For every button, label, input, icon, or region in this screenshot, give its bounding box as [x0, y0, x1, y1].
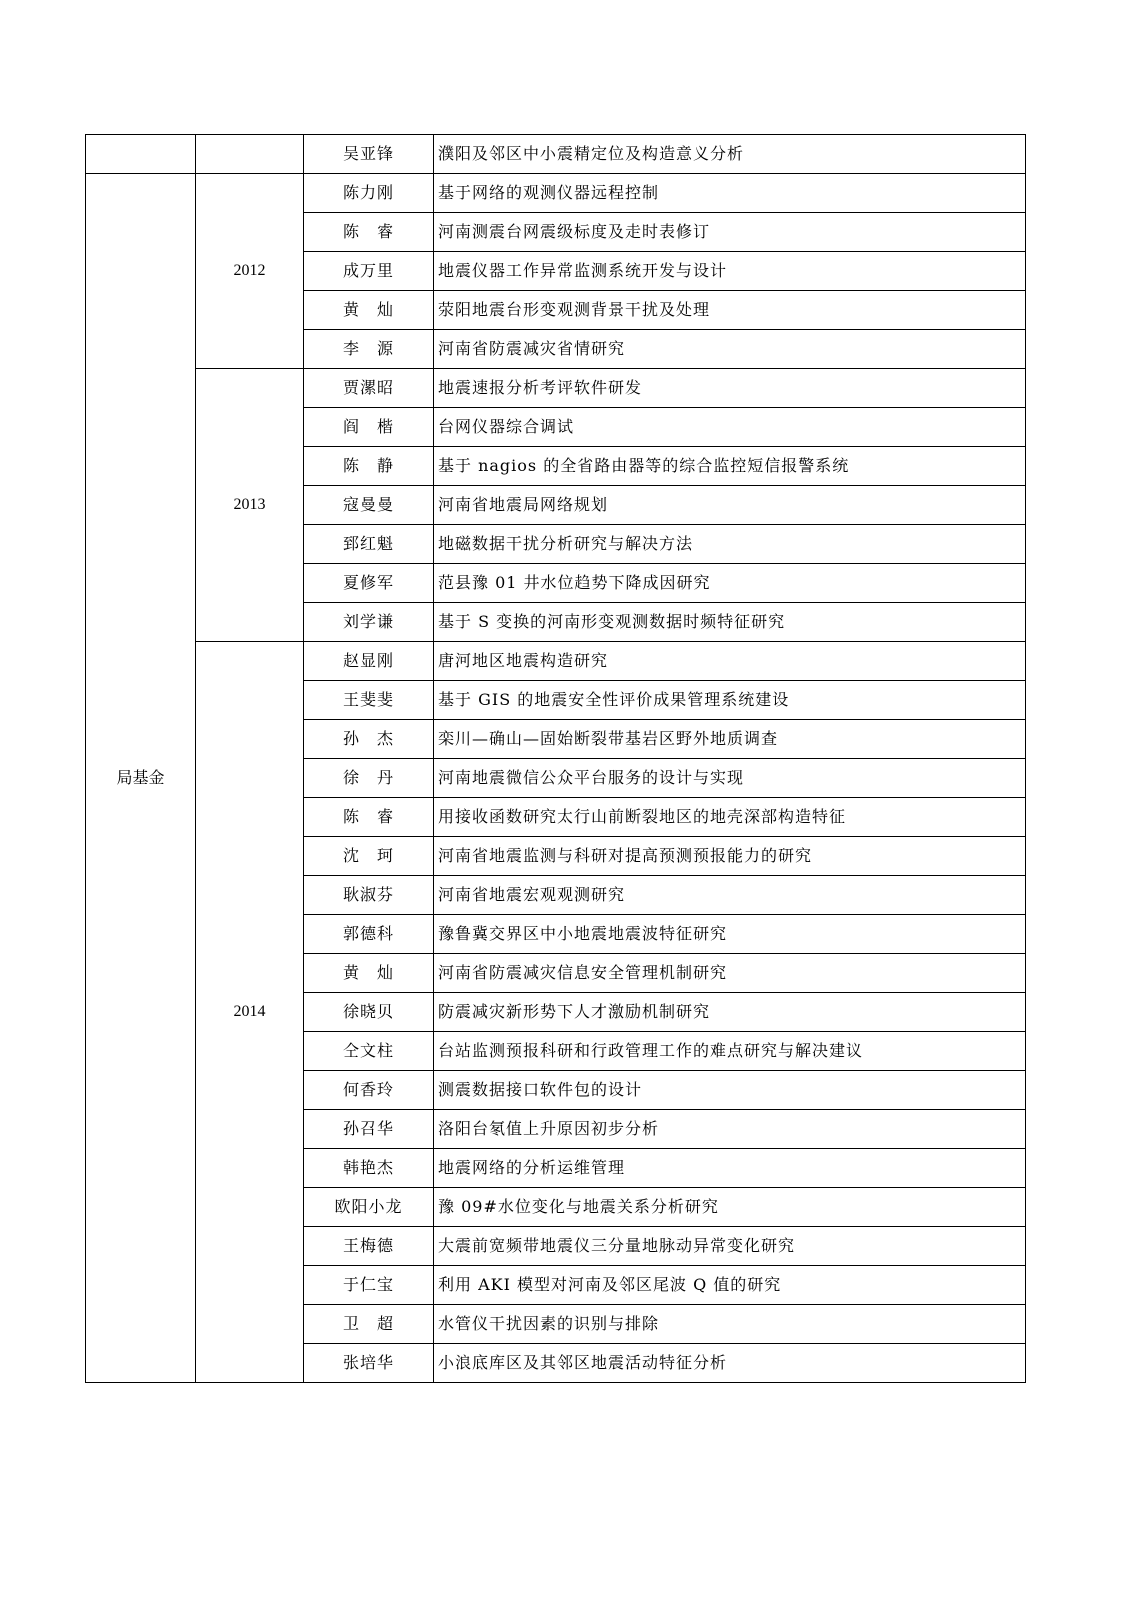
- person-name: 郅红魁: [304, 525, 434, 564]
- table-row: [86, 369, 1026, 408]
- table-row: [86, 174, 1026, 213]
- person-name: 寇曼曼: [304, 486, 434, 525]
- project-title: 利用 AKI 模型对河南及邻区尾波 Q 值的研究: [434, 1266, 1026, 1305]
- person-name: 陈力刚: [304, 174, 434, 213]
- project-title: 栾川—确山—固始断裂带基岩区野外地质调查: [434, 720, 1026, 759]
- person-name: 张培华: [304, 1344, 434, 1383]
- project-title: 范县豫 01 井水位趋势下降成因研究: [434, 564, 1026, 603]
- table-row: [86, 135, 1026, 174]
- person-name: 李 源: [304, 330, 434, 369]
- person-name: 阎 楷: [304, 408, 434, 447]
- person-name: 王梅德: [304, 1227, 434, 1266]
- project-title: 河南省地震局网络规划: [434, 486, 1026, 525]
- person-name: 于仁宝: [304, 1266, 434, 1305]
- person-name: 赵显刚: [304, 642, 434, 681]
- project-title: 河南省地震监测与科研对提高预测预报能力的研究: [434, 837, 1026, 876]
- category-cell: 局基金: [86, 174, 196, 1383]
- project-title: 豫 09#水位变化与地震关系分析研究: [434, 1188, 1026, 1227]
- project-title: 防震减灾新形势下人才激励机制研究: [434, 993, 1026, 1032]
- person-name: 徐 丹: [304, 759, 434, 798]
- person-name: 仝文柱: [304, 1032, 434, 1071]
- year-cell: 2014: [196, 642, 304, 1383]
- person-name: 沈 珂: [304, 837, 434, 876]
- project-title: 豫鲁冀交界区中小地震地震波特征研究: [434, 915, 1026, 954]
- project-title: 濮阳及邻区中小震精定位及构造意义分析: [434, 135, 1026, 174]
- year-cell-empty: [196, 135, 304, 174]
- project-title: 唐河地区地震构造研究: [434, 642, 1026, 681]
- project-title: 地震网络的分析运维管理: [434, 1149, 1026, 1188]
- project-title: 基于 GIS 的地震安全性评价成果管理系统建设: [434, 681, 1026, 720]
- project-title: 地磁数据干扰分析研究与解决方法: [434, 525, 1026, 564]
- person-name: 何香玲: [304, 1071, 434, 1110]
- project-title: 台网仪器综合调试: [434, 408, 1026, 447]
- person-name: 徐晓贝: [304, 993, 434, 1032]
- category-cell-empty: [86, 135, 196, 174]
- project-title: 河南测震台网震级标度及走时表修订: [434, 213, 1026, 252]
- person-name: 韩艳杰: [304, 1149, 434, 1188]
- project-title: 基于 nagios 的全省路由器等的综合监控短信报警系统: [434, 447, 1026, 486]
- person-name: 陈 静: [304, 447, 434, 486]
- person-name: 刘学谦: [304, 603, 434, 642]
- project-title: 台站监测预报科研和行政管理工作的难点研究与解决建议: [434, 1032, 1026, 1071]
- person-name: 耿淑芬: [304, 876, 434, 915]
- person-name: 黄 灿: [304, 954, 434, 993]
- person-name: 郭德科: [304, 915, 434, 954]
- person-name: 吴亚锋: [304, 135, 434, 174]
- person-name: 陈 睿: [304, 798, 434, 837]
- project-title: 基于网络的观测仪器远程控制: [434, 174, 1026, 213]
- person-name: 卫 超: [304, 1305, 434, 1344]
- table-row: [86, 642, 1026, 681]
- project-title: 荥阳地震台形变观测背景干扰及处理: [434, 291, 1026, 330]
- project-title: 用接收函数研究太行山前断裂地区的地壳深部构造特征: [434, 798, 1026, 837]
- person-name: 黄 灿: [304, 291, 434, 330]
- project-title: 河南省防震减灾省情研究: [434, 330, 1026, 369]
- person-name: 欧阳小龙: [304, 1188, 434, 1227]
- project-table: [85, 134, 1026, 1383]
- project-title: 大震前宽频带地震仪三分量地脉动异常变化研究: [434, 1227, 1026, 1266]
- project-title: 河南省防震减灾信息安全管理机制研究: [434, 954, 1026, 993]
- project-title: 水管仪干扰因素的识别与排除: [434, 1305, 1026, 1344]
- person-name: 夏修军: [304, 564, 434, 603]
- project-title: 河南省地震宏观观测研究: [434, 876, 1026, 915]
- person-name: 王斐斐: [304, 681, 434, 720]
- person-name: 孙 杰: [304, 720, 434, 759]
- project-title: 河南地震微信公众平台服务的设计与实现: [434, 759, 1026, 798]
- person-name: 成万里: [304, 252, 434, 291]
- project-title: 基于 S 变换的河南形变观测数据时频特征研究: [434, 603, 1026, 642]
- project-title: 地震仪器工作异常监测系统开发与设计: [434, 252, 1026, 291]
- person-name: 孙召华: [304, 1110, 434, 1149]
- project-title: 地震速报分析考评软件研发: [434, 369, 1026, 408]
- person-name: 陈 睿: [304, 213, 434, 252]
- project-title: 测震数据接口软件包的设计: [434, 1071, 1026, 1110]
- person-name: 贾漯昭: [304, 369, 434, 408]
- project-title: 小浪底库区及其邻区地震活动特征分析: [434, 1344, 1026, 1383]
- year-cell: 2013: [196, 369, 304, 642]
- project-title: 洛阳台氡值上升原因初步分析: [434, 1110, 1026, 1149]
- year-cell: 2012: [196, 174, 304, 369]
